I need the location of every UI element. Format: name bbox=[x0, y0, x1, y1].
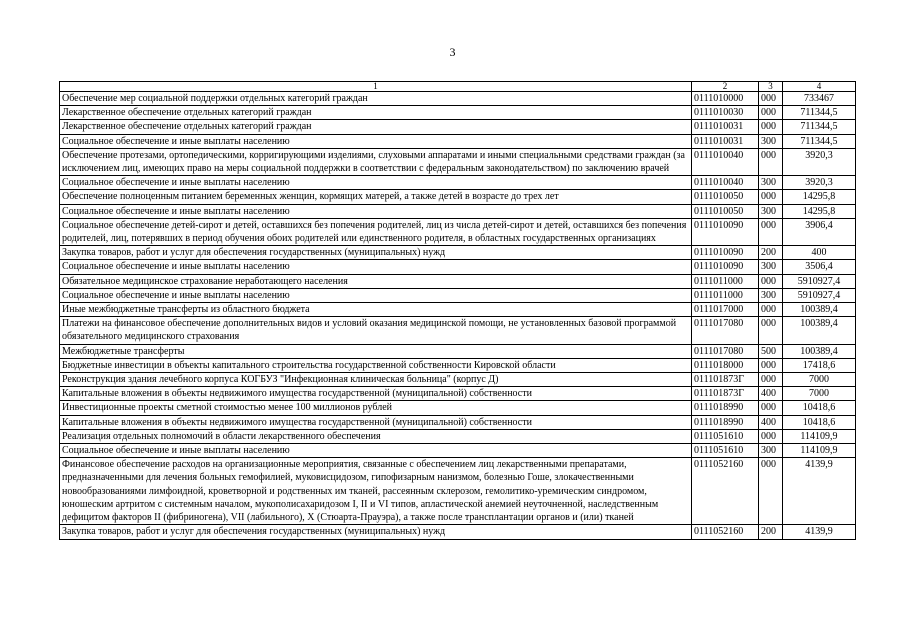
row-sum-cell: 114109,9 bbox=[783, 429, 856, 443]
row-sum-cell: 7000 bbox=[783, 373, 856, 387]
row-type-cell: 500 bbox=[759, 344, 783, 358]
row-code-cell: 0111017080 bbox=[692, 344, 759, 358]
table-row bbox=[60, 458, 856, 525]
table-row bbox=[60, 401, 856, 415]
row-type-cell: 000 bbox=[759, 303, 783, 317]
table-row bbox=[60, 218, 856, 245]
table-row bbox=[60, 148, 856, 175]
row-sum-cell: 10418,6 bbox=[783, 401, 856, 415]
row-sum-cell: 4139,9 bbox=[783, 525, 856, 539]
table-row bbox=[60, 415, 856, 429]
table-header-row bbox=[60, 82, 856, 92]
row-sum-cell: 17418,6 bbox=[783, 358, 856, 372]
row-code-cell: 0111010050 bbox=[692, 204, 759, 218]
table-row bbox=[60, 274, 856, 288]
row-type-cell: 300 bbox=[759, 204, 783, 218]
row-code-cell: 0111010031 bbox=[692, 134, 759, 148]
budget-table bbox=[59, 81, 856, 540]
row-name-cell: Бюджетные инвестиции в объекты капитального строительства государственной собственности Кировской области bbox=[60, 358, 692, 372]
row-type-cell: 300 bbox=[759, 176, 783, 190]
row-name-cell: Обязательное медицинское страхование неработающего населения bbox=[60, 274, 692, 288]
row-code-cell: 0111018000 bbox=[692, 358, 759, 372]
row-name-cell: Капитальные вложения в объекты недвижимого имущества государственной (муниципальной) собственности bbox=[60, 387, 692, 401]
row-code-cell: 011101873Г bbox=[692, 387, 759, 401]
row-name-cell: Обеспечение мер социальной поддержки отдельных категорий граждан bbox=[60, 92, 692, 106]
row-type-cell: 200 bbox=[759, 246, 783, 260]
row-sum-cell: 3920,3 bbox=[783, 176, 856, 190]
row-code-cell: 0111011000 bbox=[692, 274, 759, 288]
page-number: 3 bbox=[449, 45, 456, 59]
row-type-cell: 200 bbox=[759, 525, 783, 539]
row-sum-cell: 14295,8 bbox=[783, 190, 856, 204]
row-code-cell: 0111018990 bbox=[692, 415, 759, 429]
row-name-cell: Обеспечение полноценным питанием беременных женщин, кормящих матерей, а также детей в возрасте до трех лет bbox=[60, 190, 692, 204]
row-name-cell: Закупка товаров, работ и услуг для обеспечения государственных (муниципальных) нужд bbox=[60, 246, 692, 260]
row-sum-cell: 5910927,4 bbox=[783, 274, 856, 288]
table-row bbox=[60, 120, 856, 134]
header-cell-type: 3 bbox=[759, 82, 783, 92]
table-row bbox=[60, 246, 856, 260]
header-cell-sum: 4 bbox=[783, 82, 856, 92]
row-name-cell: Платежи на финансовое обеспечение дополнительных видов и условий оказания медицинской помощи, не установленных базовой программой обязательного медицинского страхования bbox=[60, 317, 692, 344]
header-cell-code: 2 bbox=[692, 82, 759, 92]
row-code-cell: 0111018990 bbox=[692, 401, 759, 415]
row-name-cell: Социальное обеспечение и иные выплаты населению bbox=[60, 288, 692, 302]
row-code-cell: 0111052160 bbox=[692, 525, 759, 539]
table-row bbox=[60, 429, 856, 443]
row-sum-cell: 711344,5 bbox=[783, 120, 856, 134]
row-code-cell: 0111010090 bbox=[692, 246, 759, 260]
row-type-cell: 000 bbox=[759, 274, 783, 288]
table-row bbox=[60, 344, 856, 358]
row-type-cell: 000 bbox=[759, 458, 783, 525]
row-sum-cell: 733467 bbox=[783, 92, 856, 106]
row-type-cell: 000 bbox=[759, 120, 783, 134]
table-row bbox=[60, 134, 856, 148]
table-row bbox=[60, 317, 856, 344]
table-row bbox=[60, 106, 856, 120]
row-name-cell: Иные межбюджетные трансферты из областного бюджета bbox=[60, 303, 692, 317]
row-code-cell: 0111010090 bbox=[692, 218, 759, 245]
row-type-cell: 000 bbox=[759, 92, 783, 106]
row-code-cell: 0111051610 bbox=[692, 429, 759, 443]
row-sum-cell: 114109,9 bbox=[783, 444, 856, 458]
table-row bbox=[60, 525, 856, 539]
row-sum-cell: 4139,9 bbox=[783, 458, 856, 525]
row-type-cell: 300 bbox=[759, 134, 783, 148]
row-name-cell: Инвестиционные проекты сметной стоимостью менее 100 миллионов рублей bbox=[60, 401, 692, 415]
table-row bbox=[60, 190, 856, 204]
header-cell-name: 1 bbox=[60, 82, 692, 92]
row-name-cell: Межбюджетные трансферты bbox=[60, 344, 692, 358]
row-type-cell: 300 bbox=[759, 260, 783, 274]
row-sum-cell: 3906,4 bbox=[783, 218, 856, 245]
row-sum-cell: 14295,8 bbox=[783, 204, 856, 218]
row-name-cell: Социальное обеспечение детей-сирот и детей, оставшихся без попечения родителей, лиц из числа детей-сирот и детей, оставшихся без попечения родителей, лиц, потерявших в период обучения обоих родителей или единственного родителя, в областных государственных организациях bbox=[60, 218, 692, 245]
table-row bbox=[60, 387, 856, 401]
row-code-cell: 0111010040 bbox=[692, 148, 759, 175]
row-type-cell: 000 bbox=[759, 358, 783, 372]
row-sum-cell: 400 bbox=[783, 246, 856, 260]
table-row bbox=[60, 176, 856, 190]
table-row bbox=[60, 444, 856, 458]
row-type-cell: 000 bbox=[759, 401, 783, 415]
table-row bbox=[60, 358, 856, 372]
row-type-cell: 000 bbox=[759, 373, 783, 387]
row-code-cell: 0111051610 bbox=[692, 444, 759, 458]
row-name-cell: Лекарственное обеспечение отдельных категорий граждан bbox=[60, 106, 692, 120]
row-code-cell: 0111010090 bbox=[692, 260, 759, 274]
row-type-cell: 000 bbox=[759, 190, 783, 204]
row-type-cell: 000 bbox=[759, 148, 783, 175]
row-type-cell: 000 bbox=[759, 429, 783, 443]
table-row bbox=[60, 260, 856, 274]
row-name-cell: Реконструкция здания лечебного корпуса КОГБУЗ "Инфекционная клиническая больница" (корпус Д) bbox=[60, 373, 692, 387]
table-row bbox=[60, 204, 856, 218]
row-sum-cell: 10418,6 bbox=[783, 415, 856, 429]
row-name-cell: Закупка товаров, работ и услуг для обеспечения государственных (муниципальных) нужд bbox=[60, 525, 692, 539]
row-sum-cell: 100389,4 bbox=[783, 344, 856, 358]
row-name-cell: Обеспечение протезами, ортопедическими, корригирующими изделиями, слуховыми аппаратами и иными специальными средствами граждан (за исключением лиц, имеющих право на меры социальной поддержки в соответствии с федеральным законодательством) по заключению врачей bbox=[60, 148, 692, 175]
row-type-cell: 000 bbox=[759, 218, 783, 245]
row-type-cell: 300 bbox=[759, 444, 783, 458]
row-type-cell: 000 bbox=[759, 106, 783, 120]
row-code-cell: 0111052160 bbox=[692, 458, 759, 525]
row-sum-cell: 711344,5 bbox=[783, 134, 856, 148]
row-name-cell: Социальное обеспечение и иные выплаты населению bbox=[60, 260, 692, 274]
row-code-cell: 011101873Г bbox=[692, 373, 759, 387]
row-type-cell: 400 bbox=[759, 415, 783, 429]
row-code-cell: 0111010031 bbox=[692, 120, 759, 134]
row-name-cell: Социальное обеспечение и иные выплаты населению bbox=[60, 444, 692, 458]
row-code-cell: 0111010000 bbox=[692, 92, 759, 106]
row-code-cell: 0111010050 bbox=[692, 190, 759, 204]
row-type-cell: 000 bbox=[759, 317, 783, 344]
table-row bbox=[60, 373, 856, 387]
row-code-cell: 0111011000 bbox=[692, 288, 759, 302]
row-name-cell: Социальное обеспечение и иные выплаты населению bbox=[60, 176, 692, 190]
row-sum-cell: 100389,4 bbox=[783, 317, 856, 344]
row-name-cell: Реализация отдельных полномочий в области лекарственного обеспечения bbox=[60, 429, 692, 443]
row-code-cell: 0111010040 bbox=[692, 176, 759, 190]
row-code-cell: 0111017000 bbox=[692, 303, 759, 317]
row-type-cell: 400 bbox=[759, 387, 783, 401]
row-code-cell: 0111017080 bbox=[692, 317, 759, 344]
row-name-cell: Капитальные вложения в объекты недвижимого имущества государственной (муниципальной) собственности bbox=[60, 415, 692, 429]
row-sum-cell: 711344,5 bbox=[783, 106, 856, 120]
row-sum-cell: 5910927,4 bbox=[783, 288, 856, 302]
row-sum-cell: 100389,4 bbox=[783, 303, 856, 317]
row-code-cell: 0111010030 bbox=[692, 106, 759, 120]
row-sum-cell: 7000 bbox=[783, 387, 856, 401]
row-name-cell: Финансовое обеспечение расходов на организационные мероприятия, связанные с обеспечением лиц лекарственными препаратами, предназначенными для лечения больных гемофилией, муковисцидозом, гипофизарным нанизмом, болезнью Гоше, злокачественными новообразованиями лимфоидной, кроветворной и родственных им тканей, рассеянным склерозом, гемолитико-уремическим синдромом, юношеским артритом с системным началом, мукополисахаридозом I, II и VI типов, апластической анемией неуточненной, наследственным дефицитом факторов II (фибриногена), VII (лабильного), X (Стюарта-Прауэра), а также после трансплантации органов и (или) тканей bbox=[60, 458, 692, 525]
row-type-cell: 300 bbox=[759, 288, 783, 302]
row-name-cell: Лекарственное обеспечение отдельных категорий граждан bbox=[60, 120, 692, 134]
table-row bbox=[60, 303, 856, 317]
table-row bbox=[60, 92, 856, 106]
table-row bbox=[60, 288, 856, 302]
row-name-cell: Социальное обеспечение и иные выплаты населению bbox=[60, 134, 692, 148]
row-sum-cell: 3506,4 bbox=[783, 260, 856, 274]
row-name-cell: Социальное обеспечение и иные выплаты населению bbox=[60, 204, 692, 218]
row-sum-cell: 3920,3 bbox=[783, 148, 856, 175]
